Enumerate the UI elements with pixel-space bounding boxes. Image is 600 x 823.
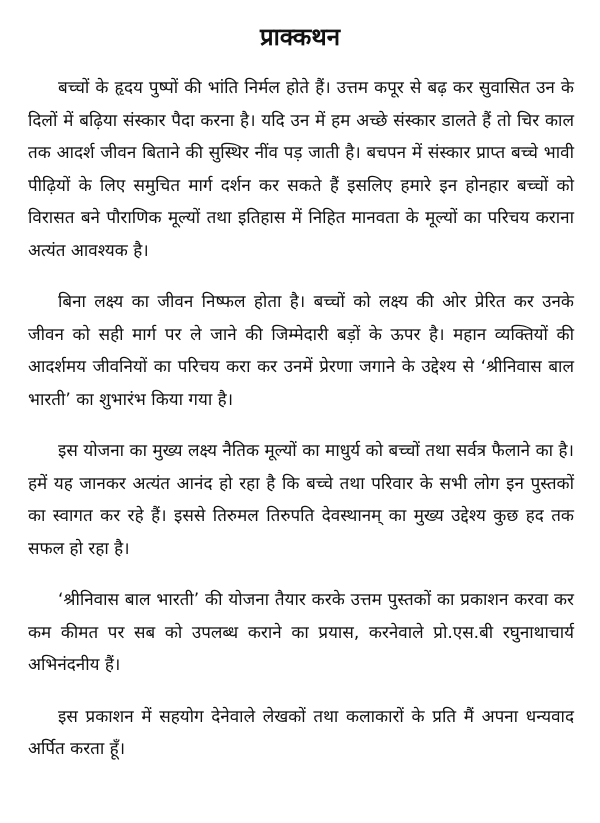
document-body xyxy=(28,72,574,766)
paragraph-3: इस योजना का मुख्य लक्ष्य नैतिक मूल्यों का माधुर्य को बच्चों तथा सर्वत्र फैलाने का है। हमें यह जानकर अत्यंत आनंद हो रहा है कि बच्चे तथा परिवार के सभी लोग इन पुस्तकों का स्वागत कर रहे हैं। इससे तिरुमल तिरुपति देवस्थानम् का मुख्य उद्देश्य कुछ हद तक सफल हो रहा है। xyxy=(28,441,574,559)
paragraph-2: बिना लक्ष्य का जीवन निष्फल होता है। बच्चों को लक्ष्य की ओर प्रेरित कर उनके जीवन को सही मार्ग पर ले जाने की जिम्मेदारी बड़ों के ऊपर है। महान व्यक्तियों की आदर्शमय जीवनियों का परिचय करा कर उनमें प्रेरणा जगाने के उद्देश्य से ‘श्रीनिवास बाल भारती’ का शुभारंभ किया गया है। xyxy=(28,292,574,410)
page-title: प्राक्कथन xyxy=(259,23,341,51)
paragraph-1: बच्चों के हृदय पुष्पों की भांति निर्मल होते हैं। उत्तम कपूर से बढ़ कर सुवासित उन के दिलों में बढ़िया संस्कार पैदा करना है। यदि उन में हम अच्छे संस्कार डालते हैं तो चिर काल तक आदर्श जीवन बिताने की सुस्थिर नींव पड़ जाती है। बचपन में संस्कार प्राप्त बच्चे भावी पीढ़ियों के लिए समुचित मार्ग दर्शन कर सकते हैं इसलिए हमारे इन होनहार बच्चों को विरासत बने पौराणिक मूल्यों तथा इतिहास में निहित मानवता के मूल्यों का परिचय कराना अत्यंत आवश्यक है। xyxy=(28,78,574,261)
paragraph-5: इस प्रकाशन में सहयोग देनेवाले लेखकों तथा कलाकारों के प्रति मैं अपना धन्यवाद अर्पित करता हूँ। xyxy=(28,706,574,759)
paragraph-4: ‘श्रीनिवास बाल भारती’ की योजना तैयार करके उत्तम पुस्तकों का प्रकाशन करवा कर कम कीमत पर सब को उपलब्ध कराने का प्रयास, करनेवाले प्रो.एस.बी रघुनाथाचार्य अभिनंदनीय हैं। xyxy=(28,590,574,675)
